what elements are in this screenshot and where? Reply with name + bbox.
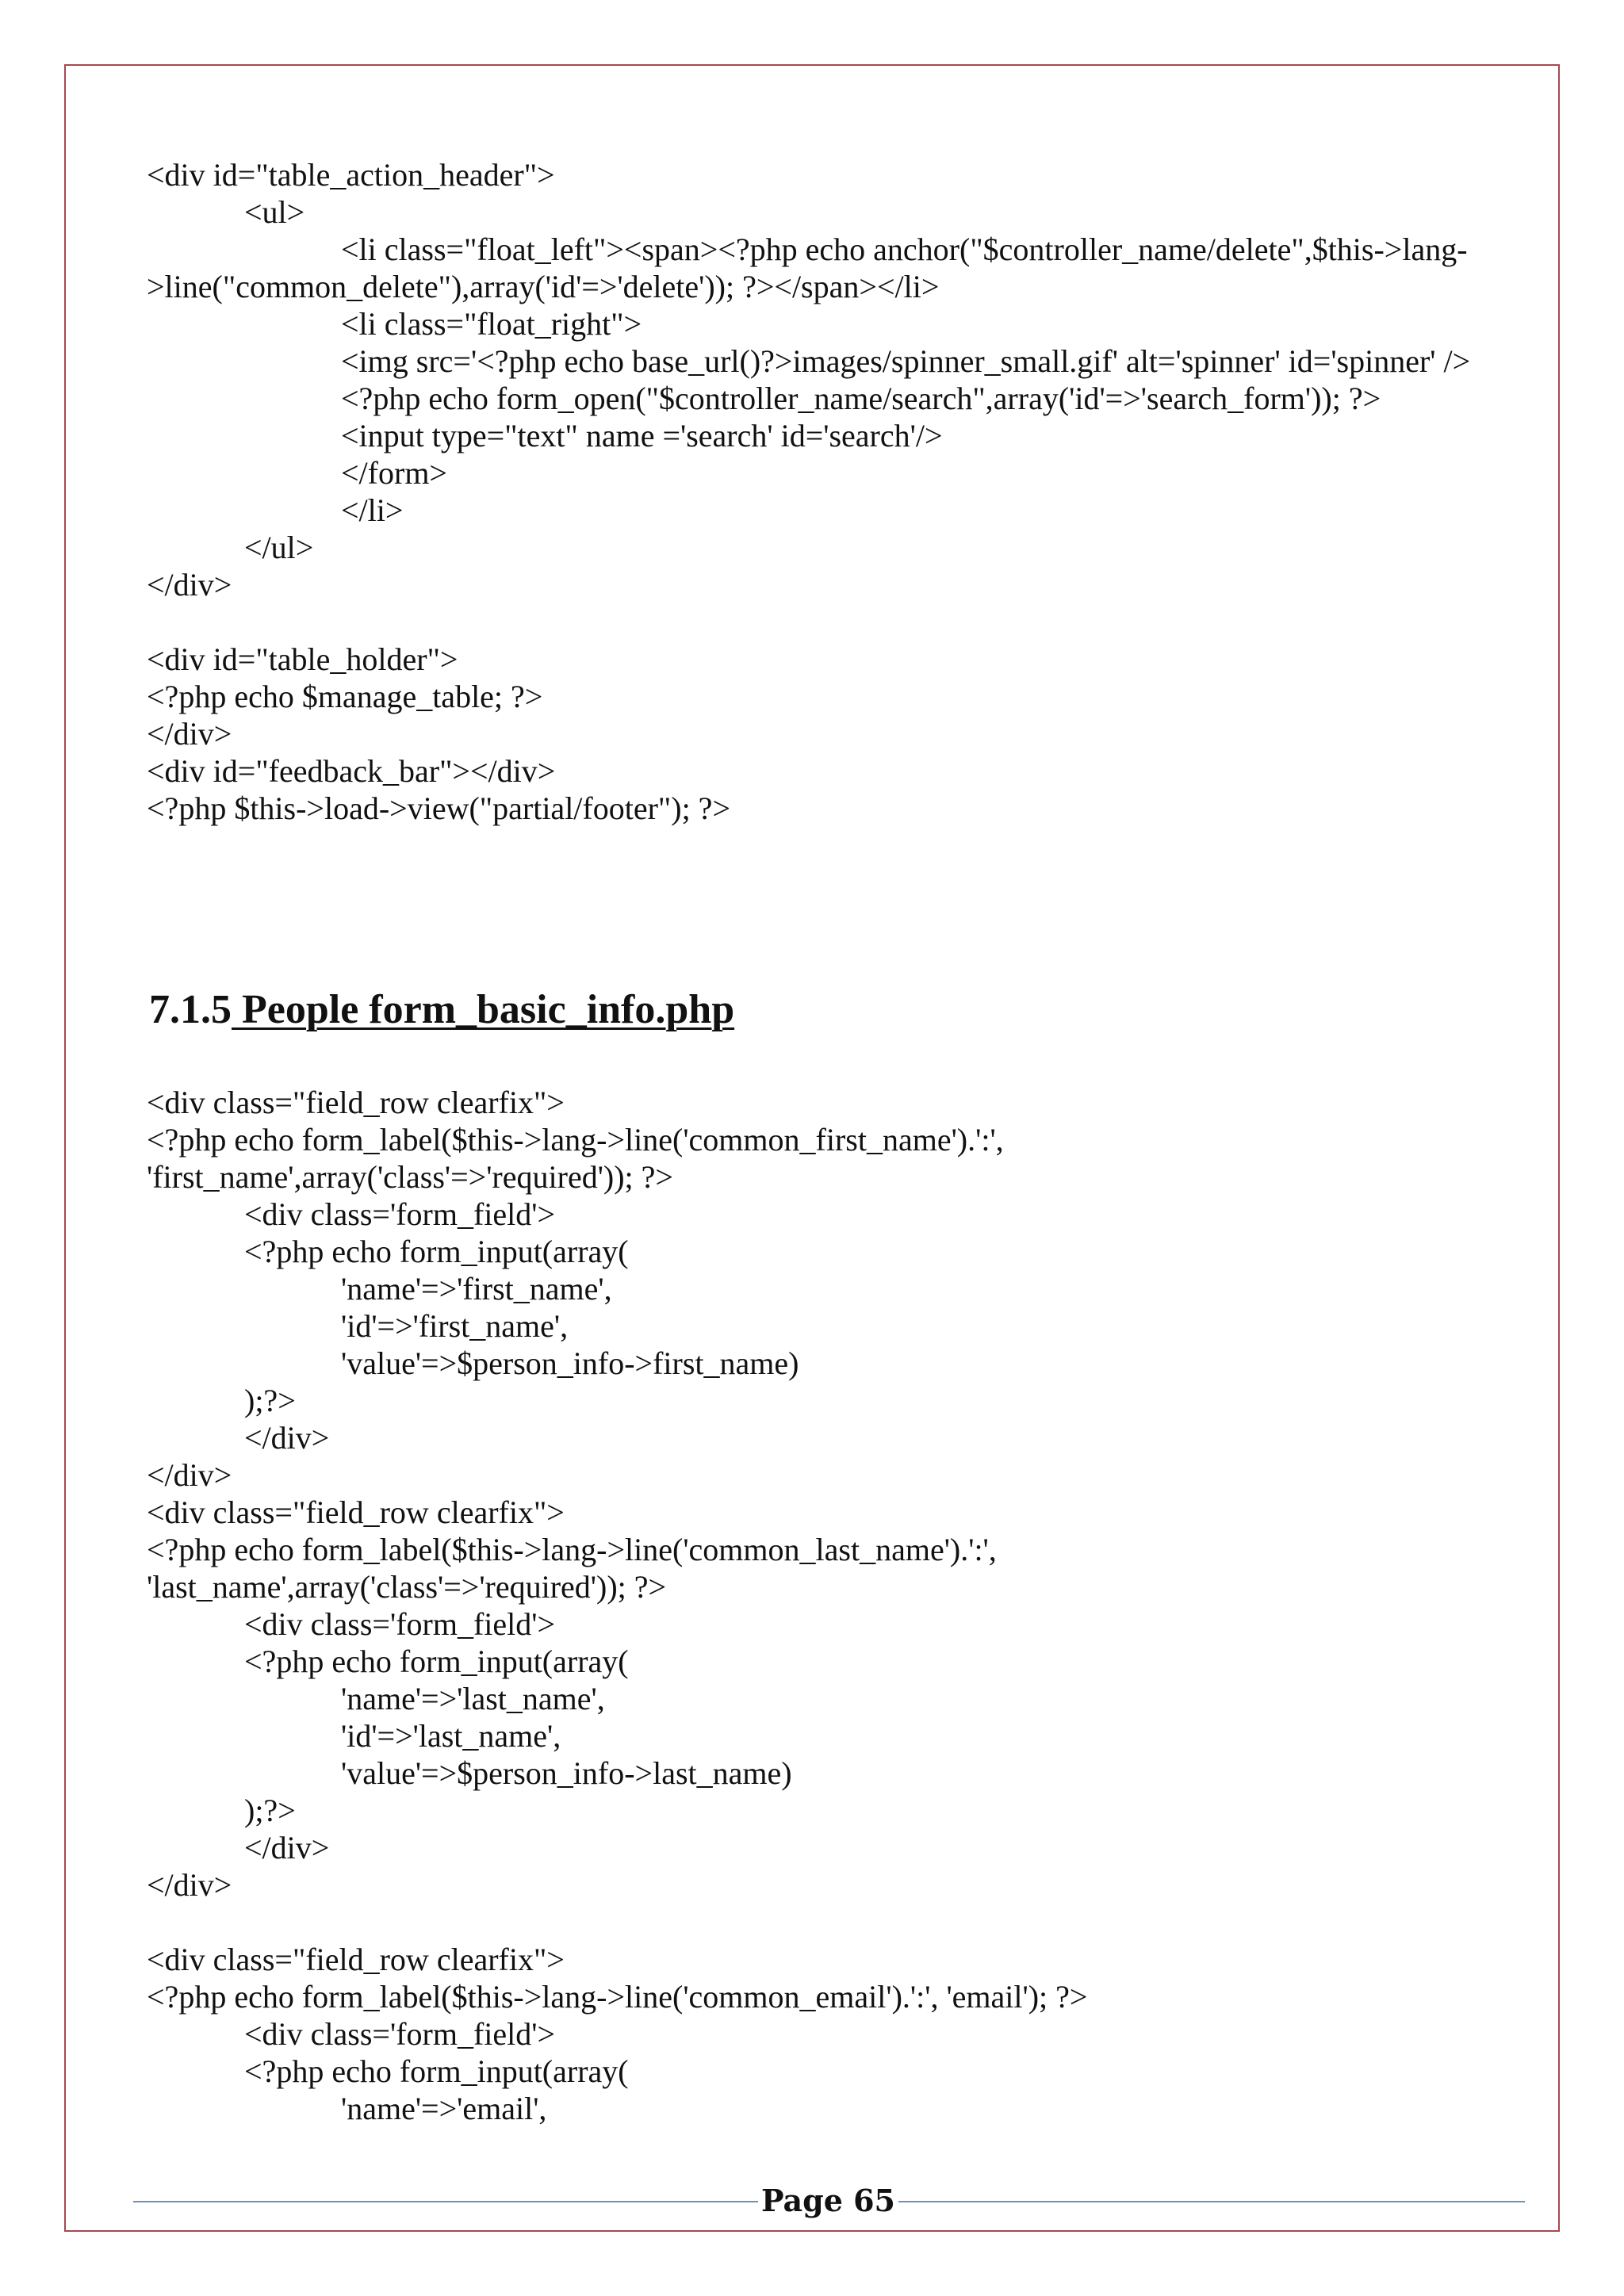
- code-line: <img src='<?php echo base_url()?>images/spinner_small.gif' alt='spinner' id='spinner' />: [341, 343, 1471, 379]
- code-line: 'id'=>'first_name',: [341, 1308, 569, 1344]
- code-line: <?php echo form_label($this->lang->line('common_first_name').':',: [147, 1122, 1004, 1158]
- code-line: <div class='form_field'>: [244, 1196, 556, 1232]
- code-line: </div>: [244, 1830, 330, 1866]
- code-line: <div class="field_row clearfix">: [147, 1085, 565, 1120]
- code-line: <div class='form_field'>: [244, 1606, 556, 1642]
- code-line: </li>: [341, 492, 404, 528]
- code-line: <li class="float_left"><span><?php echo anchor("$controller_name/delete",$this->lang-: [341, 232, 1468, 267]
- code-line: </form>: [341, 455, 447, 491]
- code-line: <ul>: [244, 194, 305, 230]
- code-line: 'value'=>$person_info->last_name): [341, 1755, 792, 1791]
- code-line: >line("common_delete"),array('id'=>'delete')); ?></span></li>: [147, 269, 940, 304]
- code-line: );?>: [244, 1793, 296, 1828]
- section-number: 7.1.5: [149, 987, 232, 1032]
- code-line: <?php echo form_input(array(: [244, 2053, 629, 2089]
- code-line: </ul>: [244, 530, 314, 565]
- code-line: <?php echo form_label($this->lang->line('common_last_name').':',: [147, 1532, 997, 1567]
- code-line: <?php echo form_input(array(: [244, 1234, 629, 1269]
- page-number: Page 65: [760, 2183, 896, 2218]
- section-heading: [149, 986, 734, 1034]
- code-line: 'name'=>'first_name',: [341, 1271, 612, 1307]
- section-title: People form_basic_info.php: [232, 987, 735, 1032]
- code-line: 'value'=>$person_info->first_name): [341, 1345, 799, 1381]
- code-line: <div id="feedback_bar"></div>: [147, 753, 556, 789]
- code-line: <?php echo $manage_table; ?>: [147, 679, 543, 714]
- code-line: <li class="float_right">: [341, 306, 642, 342]
- footer-rule-left: [133, 2201, 758, 2202]
- code-line: 'id'=>'last_name',: [341, 1718, 561, 1754]
- code-line: <?php echo form_label($this->lang->line('common_email').':', 'email'); ?>: [147, 1979, 1088, 2015]
- code-line: </div>: [147, 1867, 232, 1903]
- code-line: 'name'=>'last_name',: [341, 1681, 605, 1716]
- code-line: </div>: [244, 1420, 330, 1456]
- code-line: <div id="table_holder">: [147, 641, 458, 677]
- footer-rule-right: [898, 2201, 1525, 2202]
- code-line: </div>: [147, 567, 232, 603]
- code-line: 'last_name',array('class'=>'required')); ?>: [147, 1569, 667, 1605]
- code-line: );?>: [244, 1383, 296, 1418]
- code-line: </div>: [147, 716, 232, 752]
- code-line: <div class="field_row clearfix">: [147, 1942, 565, 1977]
- code-line: <input type="text" name ='search' id='search'/>: [341, 418, 943, 453]
- code-line: 'first_name',array('class'=>'required')); ?>: [147, 1159, 673, 1195]
- code-line: <?php $this->load->view("partial/footer"); ?>: [147, 790, 730, 826]
- code-line: <?php echo form_open("$controller_name/search",array('id'=>'search_form')); ?>: [341, 381, 1381, 416]
- code-line: <div class='form_field'>: [244, 2016, 556, 2052]
- code-line: </div>: [147, 1457, 232, 1493]
- code-line: <?php echo form_input(array(: [244, 1644, 629, 1679]
- code-line: <div class="field_row clearfix">: [147, 1494, 565, 1530]
- code-line: <div id="table_action_header">: [147, 157, 555, 193]
- code-line: 'name'=>'email',: [341, 2091, 547, 2126]
